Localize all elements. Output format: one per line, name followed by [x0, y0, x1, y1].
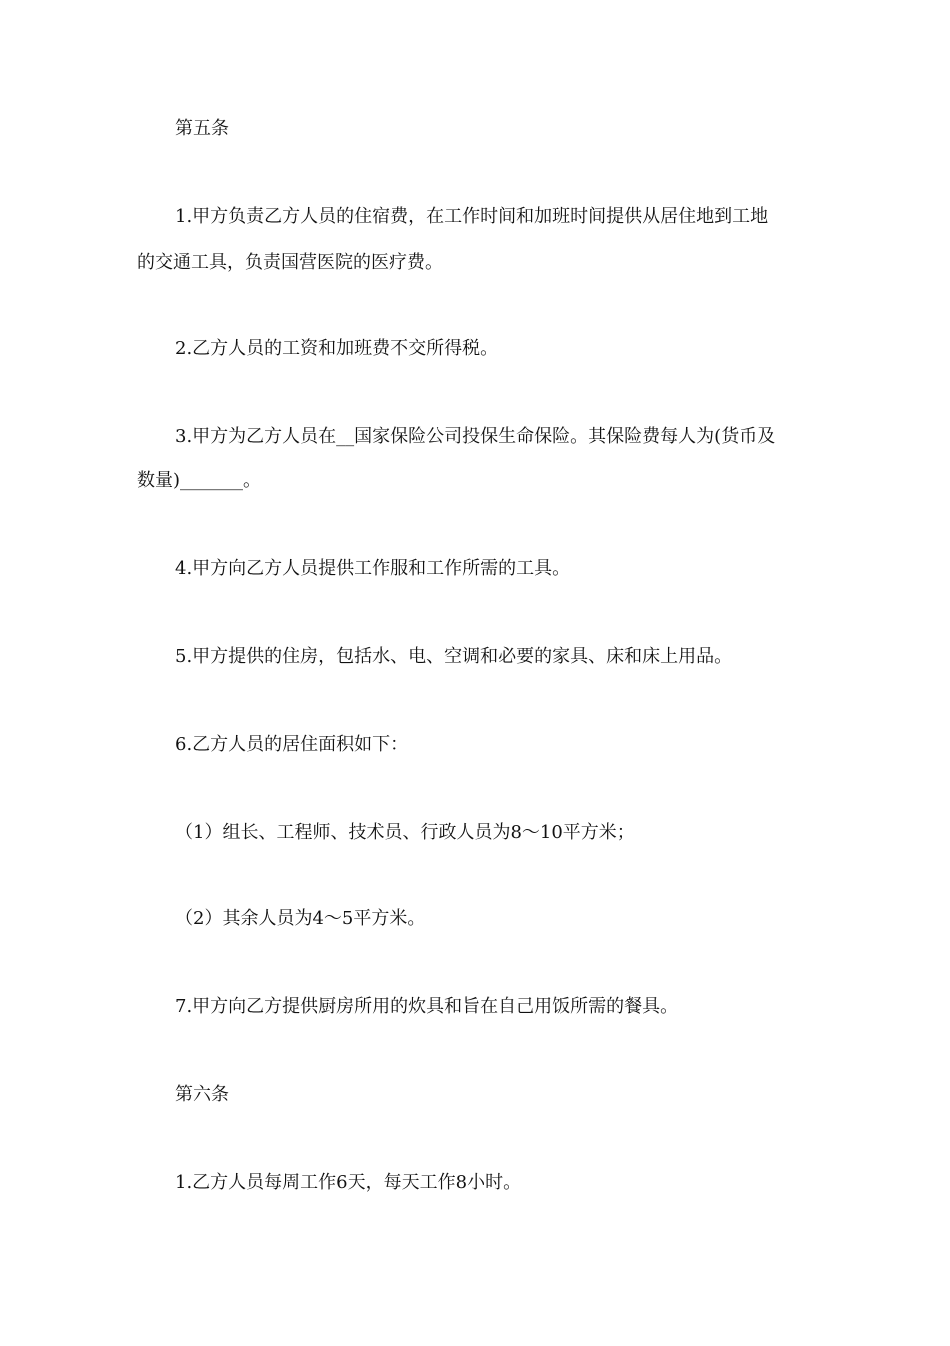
article-5-heading: 第五条: [175, 118, 229, 139]
clause-5-7: 7.甲方向乙方提供厨房所用的炊具和旨在自己用饭所需的餐具。: [175, 996, 679, 1017]
clause-5-3-line-1: 3.甲方为乙方人员在__国家保险公司投保生命保险。其保险费每人为(货币及: [175, 426, 776, 447]
clause-6-1: 1.乙方人员每周工作6天，每天工作8小时。: [175, 1172, 522, 1193]
clause-5-6: 6.乙方人员的居住面积如下：: [175, 734, 409, 755]
clause-5-3-line-2: 数量)_______。: [137, 470, 262, 491]
clause-5-4: 4.甲方向乙方人员提供工作服和工作所需的工具。: [175, 558, 571, 579]
clause-5-2: 2.乙方人员的工资和加班费不交所得税。: [175, 338, 499, 359]
clause-5-6-item-1: （1）组长、工程师、技术员、行政人员为8～10平方米；: [175, 822, 635, 843]
clause-5-6-item-2: （2）其余人员为4～5平方米。: [175, 908, 426, 929]
clause-5-1-line-1: 1.甲方负责乙方人员的住宿费，在工作时间和加班时间提供从居住地到工地: [175, 206, 769, 227]
clause-5-5: 5.甲方提供的住房，包括水、电、空调和必要的家具、床和床上用品。: [175, 646, 733, 667]
article-6-heading: 第六条: [175, 1084, 229, 1105]
clause-5-1-line-2: 的交通工具，负责国营医院的医疗费。: [137, 252, 443, 273]
